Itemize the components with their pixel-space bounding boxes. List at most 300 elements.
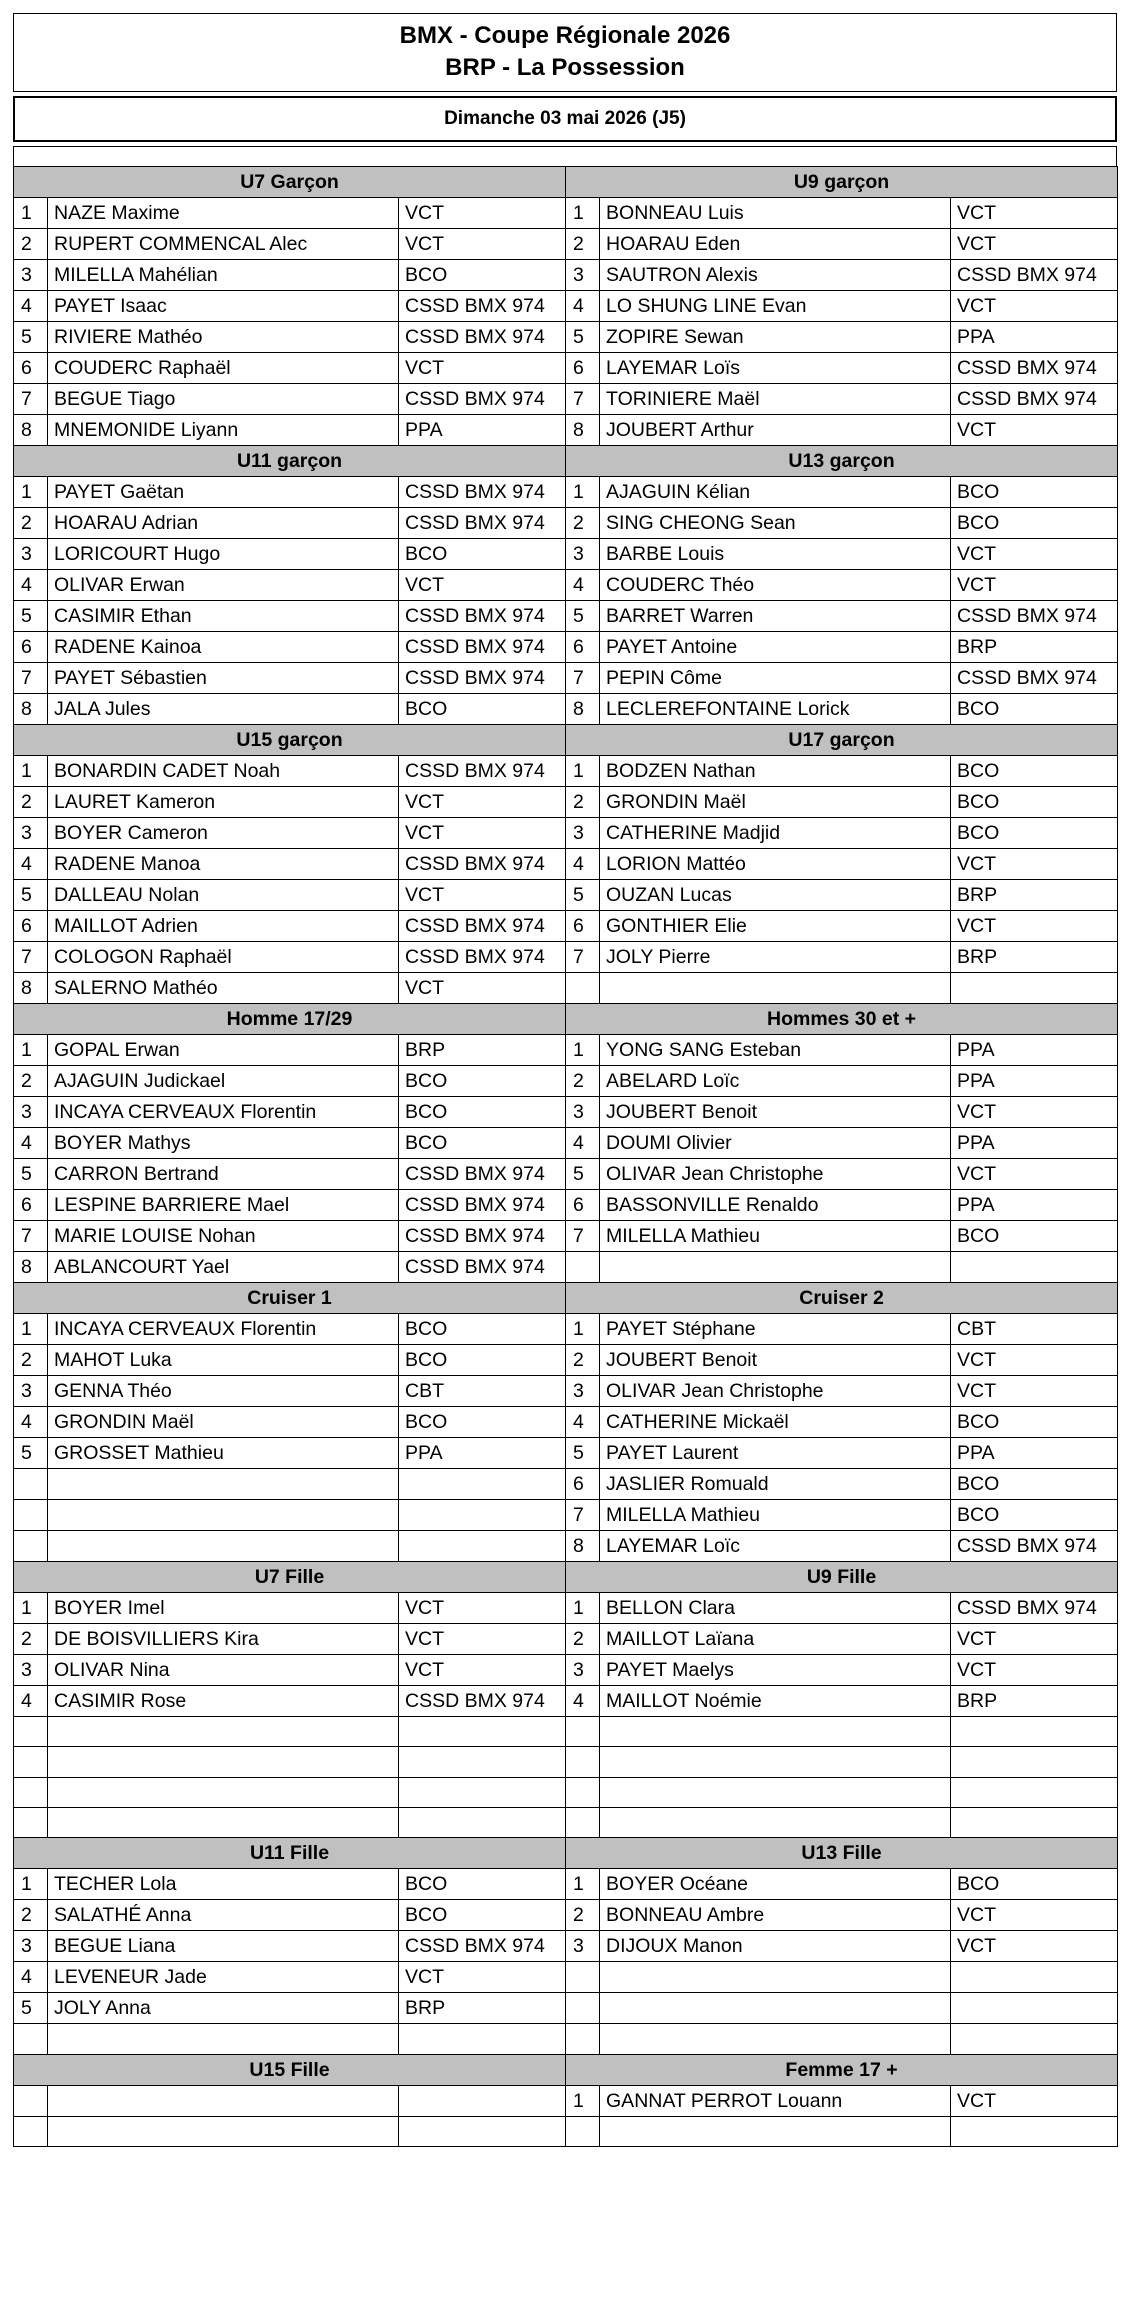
club-cell: CSSD BMX 974	[399, 1931, 566, 1962]
table-row	[14, 1252, 1118, 1283]
rank-cell: 3	[566, 818, 600, 849]
rank-cell	[14, 2085, 48, 2116]
table-row	[14, 880, 1118, 911]
rank-cell: 8	[566, 694, 600, 725]
rank-cell	[14, 2024, 48, 2054]
rider-name-cell	[600, 1747, 951, 1777]
table-row	[14, 632, 1118, 663]
rider-name-cell: GANNAT PERROT Louann	[600, 2085, 951, 2116]
rider-name-cell: BONNEAU Ambre	[600, 1900, 951, 1931]
rank-cell: 5	[14, 322, 48, 353]
club-cell: VCT	[951, 911, 1118, 942]
rank-cell: 2	[566, 787, 600, 818]
rank-cell: 7	[14, 384, 48, 415]
club-cell: PPA	[399, 415, 566, 446]
rider-name-cell: AJAGUIN Kélian	[600, 477, 951, 508]
rank-cell: 6	[14, 632, 48, 663]
rank-cell: 5	[14, 1993, 48, 2024]
category-title: U9 garçon	[566, 167, 1118, 198]
rider-name-cell: DE BOISVILLIERS Kira	[48, 1624, 399, 1655]
rank-cell: 3	[566, 1097, 600, 1128]
club-cell: CSSD BMX 974	[951, 663, 1118, 694]
club-cell: VCT	[399, 229, 566, 260]
rider-name-cell	[600, 1993, 951, 2024]
rider-name-cell: SALATHÉ Anna	[48, 1900, 399, 1931]
rank-cell: 3	[566, 1376, 600, 1407]
rank-cell: 2	[14, 508, 48, 539]
club-cell: BCO	[951, 477, 1118, 508]
rider-name-cell	[48, 1531, 399, 1562]
club-cell: BCO	[399, 1345, 566, 1376]
rank-cell: 1	[14, 1035, 48, 1066]
rank-cell: 4	[14, 570, 48, 601]
category-header-row	[14, 1004, 1118, 1035]
rank-cell: 7	[566, 1221, 600, 1252]
rank-cell: 1	[566, 477, 600, 508]
rider-name-cell: BOYER Imel	[48, 1593, 399, 1624]
rider-name-cell: HOARAU Eden	[600, 229, 951, 260]
rank-cell: 3	[566, 539, 600, 570]
rider-name-cell	[600, 1252, 951, 1283]
rider-name-cell: PEPIN Côme	[600, 663, 951, 694]
club-cell	[399, 1717, 566, 1747]
rider-name-cell: BOYER Mathys	[48, 1128, 399, 1159]
rank-cell: 1	[566, 1314, 600, 1345]
rider-name-cell: LAYEMAR Loïs	[600, 353, 951, 384]
rank-cell: 4	[566, 1686, 600, 1717]
table-row	[14, 1655, 1118, 1686]
table-row	[14, 539, 1118, 570]
rank-cell: 3	[14, 1376, 48, 1407]
rider-name-cell: PAYET Laurent	[600, 1438, 951, 1469]
rider-name-cell: SALERNO Mathéo	[48, 973, 399, 1004]
table-row	[14, 818, 1118, 849]
rider-name-cell: OLIVAR Jean Christophe	[600, 1376, 951, 1407]
club-cell: VCT	[399, 880, 566, 911]
rank-cell	[566, 973, 600, 1004]
club-cell: CSSD BMX 974	[951, 1593, 1118, 1624]
club-cell: VCT	[951, 570, 1118, 601]
rider-name-cell: COUDERC Théo	[600, 570, 951, 601]
club-cell: CSSD BMX 974	[399, 508, 566, 539]
rider-name-cell	[600, 2116, 951, 2146]
rider-name-cell: ZOPIRE Sewan	[600, 322, 951, 353]
table-row	[14, 1993, 1118, 2024]
rank-cell	[14, 1469, 48, 1500]
category-title: Homme 17/29	[14, 1004, 566, 1035]
club-cell	[399, 1808, 566, 1838]
rider-name-cell: OLIVAR Nina	[48, 1655, 399, 1686]
club-cell: VCT	[399, 787, 566, 818]
rank-cell: 7	[566, 1500, 600, 1531]
rider-name-cell: BEGUE Tiago	[48, 384, 399, 415]
rank-cell: 8	[566, 415, 600, 446]
rank-cell: 1	[14, 1593, 48, 1624]
club-cell: CSSD BMX 974	[951, 1531, 1118, 1562]
rank-cell: 8	[14, 415, 48, 446]
rank-cell	[566, 1717, 600, 1747]
rank-cell: 8	[14, 694, 48, 725]
club-cell: VCT	[951, 1655, 1118, 1686]
rank-cell: 8	[566, 1531, 600, 1562]
rank-cell: 6	[566, 632, 600, 663]
rank-cell	[14, 1808, 48, 1838]
rank-cell: 1	[14, 1869, 48, 1900]
club-cell: VCT	[951, 539, 1118, 570]
club-cell: BCO	[399, 260, 566, 291]
rider-name-cell: INCAYA CERVEAUX Florentin	[48, 1097, 399, 1128]
club-cell: CSSD BMX 974	[399, 1686, 566, 1717]
rider-name-cell	[48, 1777, 399, 1807]
rank-cell: 3	[566, 1931, 600, 1962]
rank-cell: 4	[566, 1407, 600, 1438]
club-cell: CSSD BMX 974	[399, 849, 566, 880]
rider-name-cell: GRONDIN Maël	[48, 1407, 399, 1438]
table-row	[14, 508, 1118, 539]
rank-cell: 7	[14, 663, 48, 694]
rider-name-cell: RIVIERE Mathéo	[48, 322, 399, 353]
rank-cell: 4	[14, 849, 48, 880]
rank-cell: 2	[566, 229, 600, 260]
rank-cell	[14, 2116, 48, 2146]
club-cell: BCO	[951, 787, 1118, 818]
rank-cell: 8	[14, 1252, 48, 1283]
club-cell: CSSD BMX 974	[399, 477, 566, 508]
rank-cell: 3	[14, 818, 48, 849]
rider-name-cell: DOUMI Olivier	[600, 1128, 951, 1159]
club-cell: CSSD BMX 974	[951, 601, 1118, 632]
rank-cell: 7	[14, 942, 48, 973]
rider-name-cell	[600, 1808, 951, 1838]
rider-name-cell: SING CHEONG Sean	[600, 508, 951, 539]
table-row	[14, 1747, 1118, 1777]
rank-cell: 1	[14, 477, 48, 508]
club-cell: VCT	[399, 1593, 566, 1624]
table-row	[14, 756, 1118, 787]
rank-cell: 1	[566, 198, 600, 229]
rider-name-cell: BONARDIN CADET Noah	[48, 756, 399, 787]
rider-name-cell: DALLEAU Nolan	[48, 880, 399, 911]
rank-cell: 2	[566, 1624, 600, 1655]
table-row	[14, 477, 1118, 508]
rider-name-cell	[600, 1717, 951, 1747]
club-cell: BCO	[399, 1097, 566, 1128]
club-cell: PPA	[951, 1128, 1118, 1159]
club-cell: BRP	[399, 1035, 566, 1066]
table-row	[14, 1931, 1118, 1962]
rider-name-cell: BOYER Cameron	[48, 818, 399, 849]
rider-name-cell: JALA Jules	[48, 694, 399, 725]
table-row	[14, 1808, 1118, 1838]
club-cell	[399, 1469, 566, 1500]
rider-name-cell: BEGUE Liana	[48, 1931, 399, 1962]
table-row	[14, 787, 1118, 818]
club-cell	[951, 1962, 1118, 1993]
table-row	[14, 322, 1118, 353]
table-row	[14, 570, 1118, 601]
category-header-row	[14, 2054, 1118, 2085]
rider-name-cell: GONTHIER Elie	[600, 911, 951, 942]
club-cell: BRP	[951, 880, 1118, 911]
rider-name-cell	[48, 2116, 399, 2146]
club-cell: CSSD BMX 974	[399, 911, 566, 942]
club-cell: PPA	[951, 1035, 1118, 1066]
club-cell: BCO	[951, 1221, 1118, 1252]
table-row	[14, 2116, 1118, 2146]
club-cell: BCO	[951, 756, 1118, 787]
club-cell: PPA	[951, 1438, 1118, 1469]
rank-cell: 2	[14, 1066, 48, 1097]
club-cell: VCT	[951, 229, 1118, 260]
rider-name-cell: LORICOURT Hugo	[48, 539, 399, 570]
rank-cell: 2	[566, 1066, 600, 1097]
rank-cell: 3	[14, 260, 48, 291]
rank-cell: 5	[566, 1438, 600, 1469]
club-cell	[951, 1747, 1118, 1777]
rank-cell: 5	[14, 1438, 48, 1469]
rank-cell: 6	[14, 353, 48, 384]
rank-cell: 1	[14, 198, 48, 229]
category-title: Hommes 30 et +	[566, 1004, 1118, 1035]
club-cell: BCO	[951, 1407, 1118, 1438]
club-cell	[951, 1993, 1118, 2024]
results-table	[13, 166, 1118, 2147]
title-line-1: BMX - Coupe Régionale 2026	[399, 22, 731, 49]
rank-cell: 5	[14, 880, 48, 911]
table-row	[14, 911, 1118, 942]
table-row	[14, 1221, 1118, 1252]
club-cell	[399, 2116, 566, 2146]
rider-name-cell: MILELLA Mahélian	[48, 260, 399, 291]
rider-name-cell: SAUTRON Alexis	[600, 260, 951, 291]
rider-name-cell: MILELLA Mathieu	[600, 1500, 951, 1531]
rank-cell	[566, 1747, 600, 1777]
table-row	[14, 291, 1118, 322]
club-cell: VCT	[951, 849, 1118, 880]
club-cell: CSSD BMX 974	[399, 601, 566, 632]
category-title: U7 Garçon	[14, 167, 566, 198]
category-title: U11 Fille	[14, 1838, 566, 1869]
table-row	[14, 2085, 1118, 2116]
rank-cell: 5	[566, 880, 600, 911]
club-cell: VCT	[951, 1624, 1118, 1655]
rank-cell: 2	[566, 1345, 600, 1376]
rider-name-cell: BODZEN Nathan	[600, 756, 951, 787]
rider-name-cell	[600, 1962, 951, 1993]
table-row	[14, 1097, 1118, 1128]
rank-cell	[14, 1531, 48, 1562]
table-row	[14, 1345, 1118, 1376]
club-cell: BCO	[399, 1407, 566, 1438]
club-cell: VCT	[951, 1900, 1118, 1931]
club-cell	[951, 1252, 1118, 1283]
rank-cell: 6	[14, 1190, 48, 1221]
club-cell: CSSD BMX 974	[399, 1190, 566, 1221]
table-row	[14, 229, 1118, 260]
rider-name-cell	[600, 973, 951, 1004]
rider-name-cell	[48, 1500, 399, 1531]
table-row	[14, 1066, 1118, 1097]
table-row	[14, 1314, 1118, 1345]
rank-cell: 6	[566, 353, 600, 384]
rank-cell	[14, 1777, 48, 1807]
rank-cell	[566, 1962, 600, 1993]
table-row	[14, 198, 1118, 229]
category-header-row	[14, 167, 1118, 198]
event-date: Dimanche 03 mai 2026 (J5)	[13, 96, 1117, 142]
club-cell	[399, 1531, 566, 1562]
rider-name-cell: BONNEAU Luis	[600, 198, 951, 229]
rider-name-cell: CASIMIR Rose	[48, 1686, 399, 1717]
rider-name-cell: HOARAU Adrian	[48, 508, 399, 539]
rider-name-cell: INCAYA CERVEAUX Florentin	[48, 1314, 399, 1345]
category-title: U13 garçon	[566, 446, 1118, 477]
rank-cell: 7	[566, 663, 600, 694]
table-row	[14, 849, 1118, 880]
rank-cell: 4	[566, 1128, 600, 1159]
rank-cell: 7	[14, 1221, 48, 1252]
rank-cell	[566, 1252, 600, 1283]
club-cell: BCO	[399, 694, 566, 725]
rank-cell: 5	[566, 601, 600, 632]
rider-name-cell: ABELARD Loïc	[600, 1066, 951, 1097]
club-cell: CSSD BMX 974	[399, 1159, 566, 1190]
club-cell: BCO	[951, 508, 1118, 539]
club-cell: CSSD BMX 974	[399, 1221, 566, 1252]
club-cell: BRP	[951, 1686, 1118, 1717]
rank-cell: 3	[14, 1655, 48, 1686]
club-cell: VCT	[399, 353, 566, 384]
table-row	[14, 1717, 1118, 1747]
rank-cell: 4	[566, 291, 600, 322]
rider-name-cell: OLIVAR Jean Christophe	[600, 1159, 951, 1190]
rank-cell: 2	[566, 1900, 600, 1931]
rank-cell: 5	[14, 601, 48, 632]
club-cell: BCO	[399, 1869, 566, 1900]
table-row	[14, 1438, 1118, 1469]
rider-name-cell: DIJOUX Manon	[600, 1931, 951, 1962]
club-cell	[399, 1500, 566, 1531]
rank-cell: 6	[14, 911, 48, 942]
rider-name-cell	[48, 1747, 399, 1777]
club-cell: CSSD BMX 974	[399, 291, 566, 322]
rider-name-cell: JOUBERT Benoit	[600, 1097, 951, 1128]
rider-name-cell: LORION Mattéo	[600, 849, 951, 880]
table-row	[14, 1777, 1118, 1807]
club-cell: VCT	[399, 1624, 566, 1655]
rider-name-cell: JASLIER Romuald	[600, 1469, 951, 1500]
category-title: U13 Fille	[566, 1838, 1118, 1869]
rank-cell: 4	[14, 1128, 48, 1159]
table-row	[14, 2024, 1118, 2054]
club-cell: PPA	[951, 1190, 1118, 1221]
rank-cell: 1	[14, 1314, 48, 1345]
rider-name-cell: COUDERC Raphaël	[48, 353, 399, 384]
category-title: Cruiser 1	[14, 1283, 566, 1314]
rank-cell: 2	[14, 1345, 48, 1376]
category-title: U15 garçon	[14, 725, 566, 756]
rider-name-cell: JOUBERT Benoit	[600, 1345, 951, 1376]
club-cell: BCO	[399, 539, 566, 570]
rider-name-cell: PAYET Isaac	[48, 291, 399, 322]
table-row	[14, 415, 1118, 446]
table-row	[14, 1593, 1118, 1624]
rank-cell	[566, 1808, 600, 1838]
rider-name-cell: PAYET Sébastien	[48, 663, 399, 694]
category-header-row	[14, 1283, 1118, 1314]
rider-name-cell: GENNA Théo	[48, 1376, 399, 1407]
club-cell: VCT	[951, 291, 1118, 322]
rank-cell: 3	[566, 1655, 600, 1686]
club-cell: CSSD BMX 974	[951, 384, 1118, 415]
club-cell: VCT	[399, 198, 566, 229]
rider-name-cell: MAILLOT Laïana	[600, 1624, 951, 1655]
rider-name-cell: CATHERINE Mickaël	[600, 1407, 951, 1438]
category-header-row	[14, 446, 1118, 477]
club-cell	[399, 1777, 566, 1807]
rider-name-cell: YONG SANG Esteban	[600, 1035, 951, 1066]
club-cell: CSSD BMX 974	[399, 1252, 566, 1283]
table-row	[14, 1035, 1118, 1066]
table-row	[14, 1900, 1118, 1931]
rider-name-cell: AJAGUIN Judickael	[48, 1066, 399, 1097]
table-row	[14, 942, 1118, 973]
rider-name-cell: BASSONVILLE Renaldo	[600, 1190, 951, 1221]
rider-name-cell: OLIVAR Erwan	[48, 570, 399, 601]
club-cell: BCO	[951, 1500, 1118, 1531]
rider-name-cell: LEVENEUR Jade	[48, 1962, 399, 1993]
club-cell: CSSD BMX 974	[399, 384, 566, 415]
club-cell: CSSD BMX 974	[399, 663, 566, 694]
category-header-row	[14, 1562, 1118, 1593]
club-cell: BCO	[399, 1128, 566, 1159]
title-line-2: BRP - La Possession	[445, 54, 685, 81]
table-row	[14, 1624, 1118, 1655]
club-cell: BCO	[951, 1469, 1118, 1500]
rider-name-cell: BELLON Clara	[600, 1593, 951, 1624]
rider-name-cell: LECLEREFONTAINE Lorick	[600, 694, 951, 725]
table-row	[14, 1962, 1118, 1993]
table-row	[14, 1407, 1118, 1438]
rider-name-cell: MAHOT Luka	[48, 1345, 399, 1376]
rider-name-cell: JOLY Pierre	[600, 942, 951, 973]
rider-name-cell: GOPAL Erwan	[48, 1035, 399, 1066]
rider-name-cell	[48, 1808, 399, 1838]
rider-name-cell: RUPERT COMMENCAL Alec	[48, 229, 399, 260]
club-cell: BRP	[399, 1993, 566, 2024]
rank-cell: 6	[566, 911, 600, 942]
rank-cell	[566, 2024, 600, 2054]
rank-cell: 4	[566, 570, 600, 601]
rank-cell: 3	[566, 260, 600, 291]
category-title: U15 Fille	[14, 2054, 566, 2085]
club-cell	[951, 1717, 1118, 1747]
club-cell	[399, 2085, 566, 2116]
rider-name-cell: JOUBERT Arthur	[600, 415, 951, 446]
rider-name-cell: MARIE LOUISE Nohan	[48, 1221, 399, 1252]
rider-name-cell: NAZE Maxime	[48, 198, 399, 229]
table-row	[14, 1376, 1118, 1407]
rider-name-cell: GRONDIN Maël	[600, 787, 951, 818]
rider-name-cell: MILELLA Mathieu	[600, 1221, 951, 1252]
table-row	[14, 1190, 1118, 1221]
club-cell: VCT	[951, 1345, 1118, 1376]
rider-name-cell: GROSSET Mathieu	[48, 1438, 399, 1469]
club-cell: BCO	[399, 1066, 566, 1097]
club-cell: BRP	[951, 942, 1118, 973]
rider-name-cell: ABLANCOURT Yael	[48, 1252, 399, 1283]
table-row	[14, 1128, 1118, 1159]
